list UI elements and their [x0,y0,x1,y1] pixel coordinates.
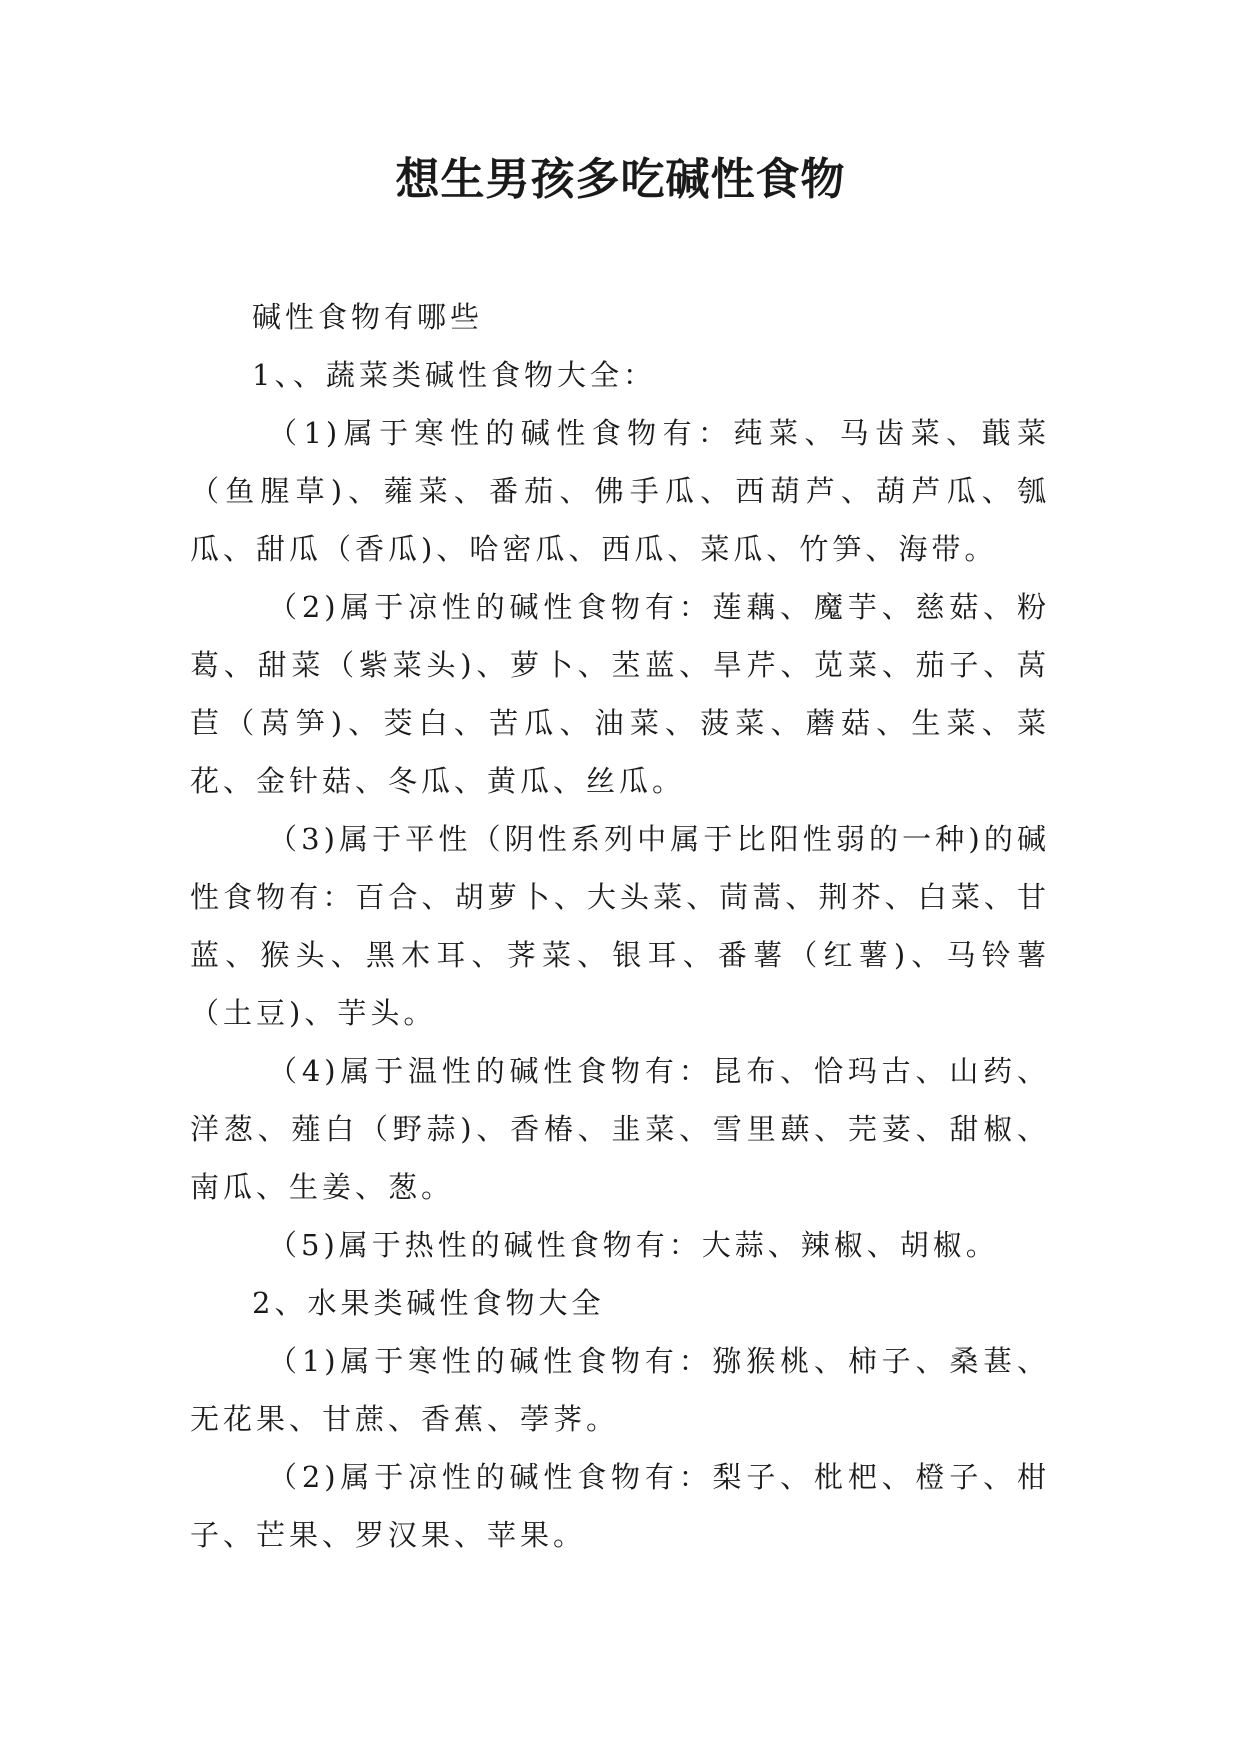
section-heading-vegetables: 1、、蔬菜类碱性食物大全： [252,358,656,392]
document-title: 想生男孩多吃碱性食物 [395,154,846,205]
paragraph-fruits-cold: （1)属于寒性的碱性食物有：猕猴桃、柿子、桑葚、无花果、甘蔗、香蕉、荸荠。 [190,1344,1050,1436]
paragraph-vegetables-warm: （4)属于温性的碱性食物有：昆布、恰玛古、山药、洋葱、薤白（野蒜)、香椿、韭菜、雪里蕻、芫荽、甜椒、南瓜、生姜、葱。 [190,1054,1050,1204]
section-heading-fruits: 2、水果类碱性食物大全 [252,1286,605,1320]
section-heading: 碱性食物有哪些 [252,300,484,334]
paragraph-vegetables-cool: （2)属于凉性的碱性食物有：莲藕、魔芋、慈菇、粉葛、甜菜（紫菜头)、萝卜、苤蓝、旱芹、苋菜、茄子、莴苣（莴笋)、茭白、苦瓜、油菜、菠菜、蘑菇、生菜、菜花、金针菇、冬瓜、黄瓜、丝瓜。 [190,590,1050,798]
paragraph-vegetables-neutral: （3)属于平性（阴性系列中属于比阳性弱的一种)的碱性食物有：百合、胡萝卜、大头菜、茼蒿、荆芥、白菜、甘蓝、猴头、黑木耳、荠菜、银耳、番薯（红薯)、马铃薯（土豆)、芋头。 [190,822,1050,1030]
document-body [190,288,1050,1564]
paragraph-vegetables-hot: （5)属于热性的碱性食物有：大蒜、辣椒、胡椒。 [268,1228,999,1262]
paragraph-fruits-cool: （2)属于凉性的碱性食物有：梨子、枇杷、橙子、柑子、芒果、罗汉果、苹果。 [190,1460,1050,1552]
paragraph-vegetables-cold: （1)属于寒性的碱性食物有：莼菜、马齿菜、蕺菜（鱼腥草)、蕹菜、番茄、佛手瓜、西葫芦、葫芦瓜、瓠瓜、甜瓜（香瓜)、哈密瓜、西瓜、菜瓜、竹笋、海带。 [190,416,1050,566]
